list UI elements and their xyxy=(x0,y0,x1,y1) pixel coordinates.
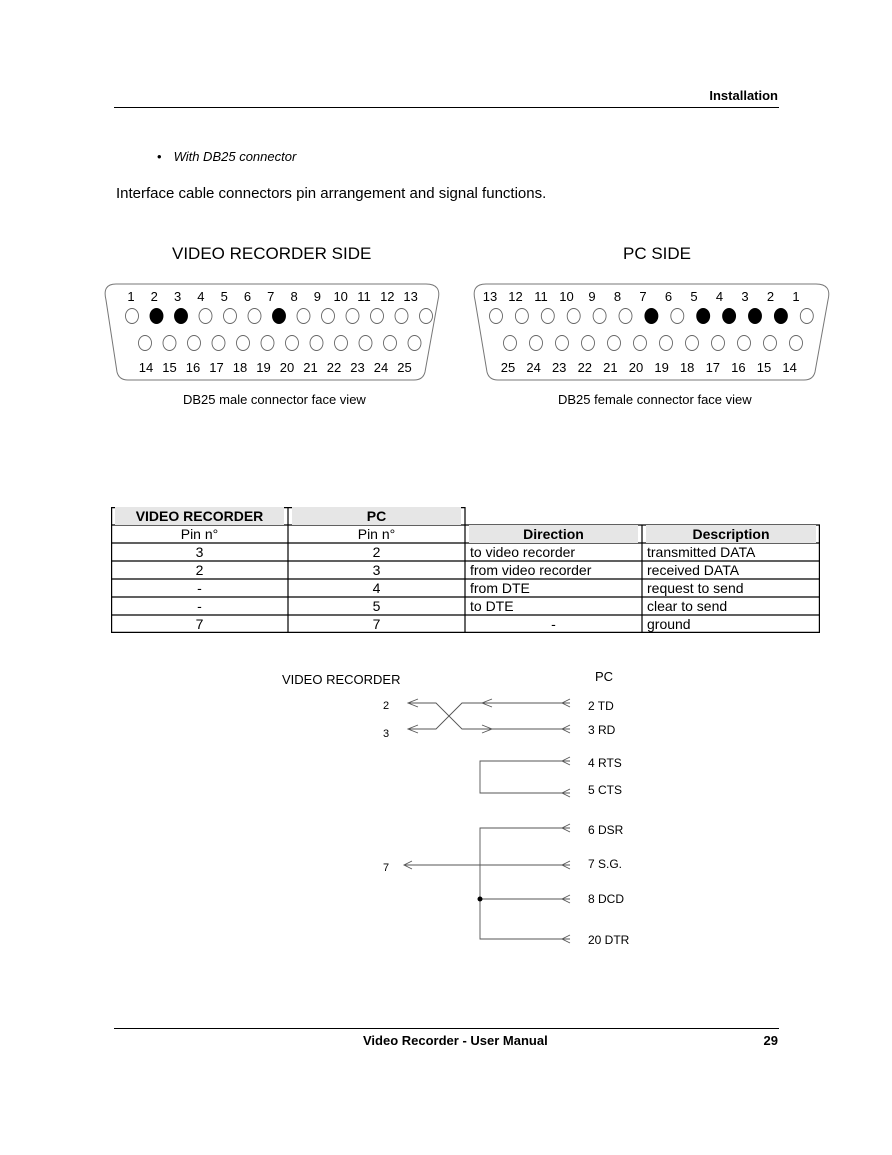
section-title: Installation xyxy=(709,88,778,103)
table-cell: request to send xyxy=(647,580,744,596)
junction-dot-icon xyxy=(478,897,483,902)
female-bottom-pin-20 xyxy=(634,336,647,351)
table-cell: from video recorder xyxy=(470,562,592,578)
male-top-label: 1 xyxy=(127,289,135,304)
male-bottom-label: 15 xyxy=(162,360,177,375)
male-bottom-label: 20 xyxy=(279,360,295,375)
female-bottom-pin-15 xyxy=(764,336,777,351)
female-bottom-pin-17 xyxy=(712,336,725,351)
female-top-label: 10 xyxy=(559,289,574,304)
male-top-pin-12 xyxy=(395,309,408,324)
table-cell: from DTE xyxy=(470,580,530,596)
female-bottom-pin-19 xyxy=(660,336,673,351)
table-cell: to DTE xyxy=(470,598,514,614)
female-top-pin-11 xyxy=(541,309,554,324)
pc-pin-20-dtr: 20 DTR xyxy=(588,933,630,947)
male-bottom-label: 24 xyxy=(373,360,389,375)
female-bottom-label: 21 xyxy=(603,360,618,375)
female-top-pin-2 xyxy=(774,309,787,324)
female-top-label: 1 xyxy=(792,289,800,304)
female-top-pin-12 xyxy=(515,309,528,324)
male-bottom-label: 14 xyxy=(138,360,154,375)
male-bottom-pin-24 xyxy=(384,336,397,351)
female-bottom-label: 18 xyxy=(679,360,695,375)
female-bottom-label: 16 xyxy=(731,360,746,375)
male-bottom-label: 21 xyxy=(303,360,318,375)
female-bottom-pin-23 xyxy=(556,336,569,351)
female-top-label: 9 xyxy=(588,289,596,304)
female-bottom-label: 19 xyxy=(654,360,669,375)
female-bottom-label: 25 xyxy=(500,360,516,375)
pc-side-title: PC SIDE xyxy=(623,244,692,263)
header-video-recorder: VIDEO RECORDER xyxy=(111,507,288,525)
female-bottom-pin-16 xyxy=(738,336,751,351)
male-top-pin-11 xyxy=(371,309,384,324)
female-top-label: 3 xyxy=(741,289,749,304)
female-bottom-pin-22 xyxy=(582,336,595,351)
male-bottom-label: 16 xyxy=(185,360,201,375)
video-recorder-side-title: VIDEO RECORDER SIDE xyxy=(172,244,372,263)
subheader-pc-pin: Pin n° xyxy=(357,526,396,542)
male-top-label: 2 xyxy=(150,289,158,304)
female-top-pin-8 xyxy=(619,309,632,324)
female-top-pin-3 xyxy=(749,309,762,324)
male-top-label: 12 xyxy=(380,289,395,304)
table-cell: 2 xyxy=(372,544,381,560)
table-cell: 3 xyxy=(372,562,381,578)
table-cell: to video recorder xyxy=(470,544,576,560)
female-bottom-pin-21 xyxy=(608,336,621,351)
male-bottom-pin-23 xyxy=(359,336,372,351)
male-top-label: 11 xyxy=(357,289,371,304)
female-top-label: 11 xyxy=(534,289,548,304)
male-top-pin-9 xyxy=(322,309,335,324)
male-top-pin-6 xyxy=(248,309,261,324)
male-bottom-label: 23 xyxy=(350,360,365,375)
male-top-pin-1 xyxy=(126,309,139,324)
male-bottom-pin-15 xyxy=(163,336,176,351)
table-cell: - xyxy=(197,598,202,614)
male-bottom-label: 25 xyxy=(397,360,412,375)
female-top-label: 7 xyxy=(639,289,647,304)
female-top-label: 13 xyxy=(482,289,498,304)
male-top-pin-5 xyxy=(224,309,237,324)
male-top-label: 13 xyxy=(403,289,418,304)
bullet-dot-icon: • xyxy=(157,149,162,164)
female-bottom-label: 20 xyxy=(628,360,644,375)
female-top-label: 4 xyxy=(715,289,724,304)
male-top-label: 5 xyxy=(220,289,228,304)
male-bottom-label: 22 xyxy=(326,360,342,375)
vr-pin-7: 7 xyxy=(383,862,390,874)
female-bottom-label: 14 xyxy=(782,360,797,375)
male-top-label: 6 xyxy=(243,289,252,304)
male-top-pin-8 xyxy=(297,309,310,324)
female-top-pin-9 xyxy=(593,309,606,324)
pc-pin-6-dsr: 6 DSR xyxy=(588,823,624,837)
table-cell: 2 xyxy=(195,562,204,578)
pc-pin-8-dcd: 8 DCD xyxy=(588,892,625,906)
male-top-label: 3 xyxy=(173,289,182,304)
table-cell: 7 xyxy=(372,616,381,632)
wiring-pc-label: PC xyxy=(595,669,614,684)
footer-title: Video Recorder - User Manual xyxy=(363,1033,548,1048)
pc-pin-2-td: 2 TD xyxy=(588,699,614,713)
male-top-label: 9 xyxy=(313,289,322,304)
table-cell: 5 xyxy=(372,598,381,614)
female-top-label: 5 xyxy=(690,289,698,304)
pc-pin-5-cts: 5 CTS xyxy=(588,783,623,797)
table-cell: clear to send xyxy=(647,598,728,614)
female-top-pin-10 xyxy=(567,309,580,324)
female-top-pin-4 xyxy=(723,309,736,324)
female-top-label: 8 xyxy=(613,289,622,304)
female-top-pin-1 xyxy=(800,309,813,324)
female-bottom-label: 17 xyxy=(705,360,721,375)
male-top-pin-7 xyxy=(273,309,286,324)
pin-table xyxy=(111,507,820,633)
male-top-label: 7 xyxy=(267,289,275,304)
male-bottom-pin-21 xyxy=(310,336,323,351)
table-cell: - xyxy=(197,580,202,596)
pc-pin-3-rd: 3 RD xyxy=(588,723,616,737)
vr-pin-2: 2 xyxy=(383,700,390,712)
wiring-diagram xyxy=(0,660,892,960)
pc-pin-4-rts: 4 RTS xyxy=(588,756,622,770)
male-top-label: 8 xyxy=(290,289,298,304)
male-bottom-pin-16 xyxy=(188,336,201,351)
wire-rd-to-vr3 xyxy=(408,703,570,729)
wire-rts-cts-loop xyxy=(480,761,570,793)
wire-td-to-vr2 xyxy=(408,703,570,729)
female-bottom-label: 23 xyxy=(551,360,567,375)
female-bottom-pin-24 xyxy=(530,336,543,351)
male-top-label: 10 xyxy=(333,289,348,304)
table-cell: transmitted DATA xyxy=(647,544,756,560)
header-direction: Direction xyxy=(465,525,642,543)
female-bottom-label: 15 xyxy=(756,360,772,375)
connectors-figure xyxy=(0,0,892,430)
wiring-vr-label: VIDEO RECORDER xyxy=(282,672,401,687)
male-bottom-label: 17 xyxy=(209,360,224,375)
female-bottom-pin-18 xyxy=(686,336,699,351)
table-cell: ground xyxy=(647,616,691,632)
male-bottom-pin-19 xyxy=(261,336,274,351)
female-connector-caption: DB25 female connector face view xyxy=(558,392,752,407)
male-top-pin-2 xyxy=(150,309,163,324)
male-bottom-pin-14 xyxy=(139,336,152,351)
male-top-pin-13 xyxy=(420,309,433,324)
male-top-pin-10 xyxy=(346,309,359,324)
female-top-pin-7 xyxy=(645,309,658,324)
male-bottom-pin-18 xyxy=(237,336,250,351)
intro-text: Interface cable connectors pin arrangement and signal functions. xyxy=(116,185,547,202)
female-bottom-label: 22 xyxy=(577,360,593,375)
male-bottom-pin-22 xyxy=(335,336,348,351)
female-top-pin-5 xyxy=(697,309,710,324)
table-cell: 7 xyxy=(195,616,204,632)
male-top-pin-3 xyxy=(175,309,188,324)
subheader-vr-pin: Pin n° xyxy=(180,526,219,542)
female-top-pin-6 xyxy=(671,309,684,324)
male-connector-caption: DB25 male connector face view xyxy=(183,392,366,407)
male-bottom-label: 19 xyxy=(256,360,271,375)
male-top-pin-4 xyxy=(199,309,212,324)
pc-pin-7-sg: 7 S.G. xyxy=(588,857,623,871)
female-bottom-pin-14 xyxy=(790,336,803,351)
female-bottom-label: 24 xyxy=(526,360,541,375)
table-cell: received DATA xyxy=(647,562,740,578)
bullet-text: With DB25 connector xyxy=(173,149,297,164)
male-bottom-pin-20 xyxy=(286,336,299,351)
table-cell: 4 xyxy=(372,580,381,596)
male-bottom-label: 18 xyxy=(232,360,248,375)
male-bottom-pin-25 xyxy=(408,336,421,351)
page-number: 29 xyxy=(763,1033,778,1048)
header-description: Description xyxy=(642,525,820,543)
female-top-label: 2 xyxy=(766,289,775,304)
male-bottom-pin-17 xyxy=(212,336,225,351)
female-top-label: 6 xyxy=(664,289,673,304)
header-pc: PC xyxy=(288,507,465,525)
table-cell: - xyxy=(551,616,556,632)
female-top-pin-13 xyxy=(490,309,503,324)
footer-rule xyxy=(114,1028,779,1029)
table-cell: 3 xyxy=(195,544,204,560)
female-top-label: 12 xyxy=(508,289,523,304)
wire-dsr-dcd-dtr-bus xyxy=(480,828,570,939)
female-bottom-pin-25 xyxy=(504,336,517,351)
male-top-label: 4 xyxy=(197,289,205,304)
vr-pin-3: 3 xyxy=(383,728,390,740)
